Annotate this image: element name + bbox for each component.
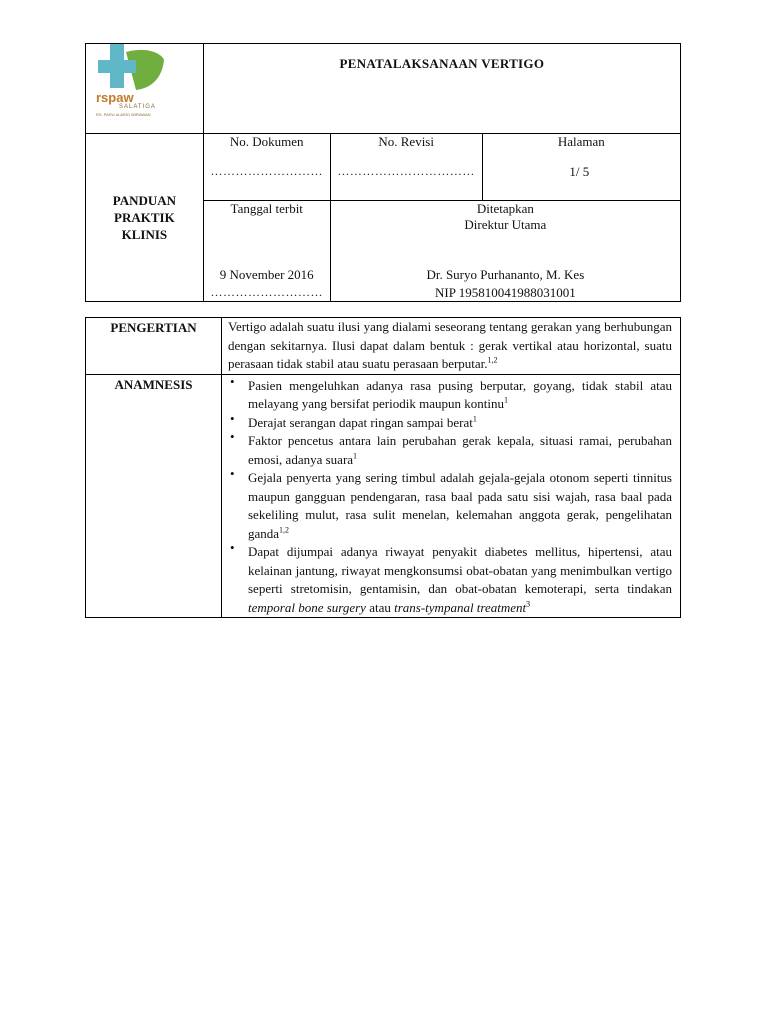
list-item (228, 410, 672, 433)
halaman-cell (482, 134, 680, 201)
bullet: • (230, 540, 235, 555)
list-item-text: Dapat dijumpai adanya riwayat penyakit diabetes mellitus, hipertensi, atau kelainan jantung, riwayat mengkonsumsi obat-obatan yang menimbulkan vertigo seperti stretomisin, gentamisin, dan obat-obatan kemoterapi, serta tindakan (248, 544, 672, 596)
list-item-ref: 1 (472, 414, 477, 424)
direktur-label: Direktur Utama (464, 217, 547, 232)
logo-cell (86, 44, 204, 134)
list-item (228, 466, 672, 543)
panduan-line: PANDUAN (112, 193, 177, 208)
no-dokumen-label: No. Dokumen (229, 134, 304, 149)
bullet: • (230, 429, 235, 444)
list-item-text: Faktor pencetus antara lain perubahan gerak kepala, situasi ramai, perubahan emosi, adanya suara (248, 433, 672, 467)
hospital-logo (96, 44, 166, 122)
bullet: • (230, 410, 235, 426)
logo-subtext: SALATIGA (119, 104, 156, 110)
no-revisi-cell (330, 134, 482, 201)
tanggal-terbit-cell (203, 201, 330, 302)
signer-name: Dr. Suryo Purhananto, M. Kes (426, 267, 585, 282)
anamnesis-content (222, 374, 681, 618)
tanggal-terbit-label: Tanggal terbit (230, 201, 303, 216)
pengertian-text (222, 318, 681, 375)
cross-horizontal (98, 60, 136, 73)
no-revisi-label: No. Revisi (378, 134, 434, 149)
no-dokumen-value: ……………………… (210, 164, 323, 178)
pengertian-ref: 1,2 (487, 355, 498, 365)
bullet: • (230, 466, 235, 481)
list-item (228, 429, 672, 469)
pengertian-body: Vertigo adalah suatu ilusi yang dialami seseorang tentang gerakan yang berhubungan dengan sekitarnya. Ilusi dapat dalam bentuk : gerak vertikal atau horizontal, suatu perasaan tidak stabil atau suatu perasaan berputar. (228, 319, 672, 371)
halaman-label: Halaman (557, 134, 605, 149)
pengertian-label: PENGERTIAN (86, 318, 222, 375)
list-item-ref: 1 (353, 451, 358, 461)
logo-text: rspaw (96, 90, 134, 105)
content-table (85, 317, 681, 618)
list-item-ref: 1,2 (279, 525, 290, 535)
praktik-line: PRAKTIK (114, 210, 175, 225)
halaman-value: 1/ 5 (569, 164, 590, 179)
document-title: PENATALAKSANAAN VERTIGO (203, 44, 680, 134)
list-item-text: Derajat serangan dapat ringan sampai berat (248, 414, 473, 430)
klinis-line: KLINIS (121, 227, 168, 242)
ditetapkan-label: Ditetapkan (476, 201, 534, 216)
no-revisi-value: …………………………… (337, 164, 475, 178)
panduan-praktik-klinis (86, 134, 204, 302)
list-item-text: atau (365, 599, 395, 615)
list-item-italic: trans-tympanal treatment (394, 599, 527, 615)
list-item-ref: 3 (526, 599, 531, 609)
list-item-italic: temporal bone surgery (248, 599, 366, 615)
bullet: • (230, 373, 235, 389)
list-item (228, 540, 672, 617)
list-item-text: Gejala penyerta yang sering timbul adalah gejala-gejala otonom seperti tinnitus maupun gangguan pendengaran, rasa baal pada satu sisi wajah, rasa baal pada sekeliling mulut, rasa sulit menelan, kelemahan anggota gerak, pengelihatan ganda (248, 470, 672, 541)
signer-nip: NIP 195810041988031001 (434, 285, 576, 300)
tanggal-terbit-dots: ……………………… (210, 285, 323, 299)
header-table (85, 43, 681, 302)
tanggal-terbit-value: 9 November 2016 (219, 267, 314, 282)
list-item-text: Pasien mengeluhkan adanya rasa pusing berputar, goyang, tidak stabil atau melayang yang bersifat periodik maupun kontinu (248, 377, 672, 411)
list-item (228, 373, 672, 414)
logo-hospital-name: RS. PARU dr.ARIO WIRAWAN (96, 112, 151, 117)
ditetapkan-cell (330, 201, 680, 302)
no-dokumen-cell (203, 134, 330, 201)
anamnesis-label: ANAMNESIS (86, 374, 222, 618)
anamnesis-list (228, 373, 672, 618)
list-item-ref: 1 (503, 395, 508, 405)
